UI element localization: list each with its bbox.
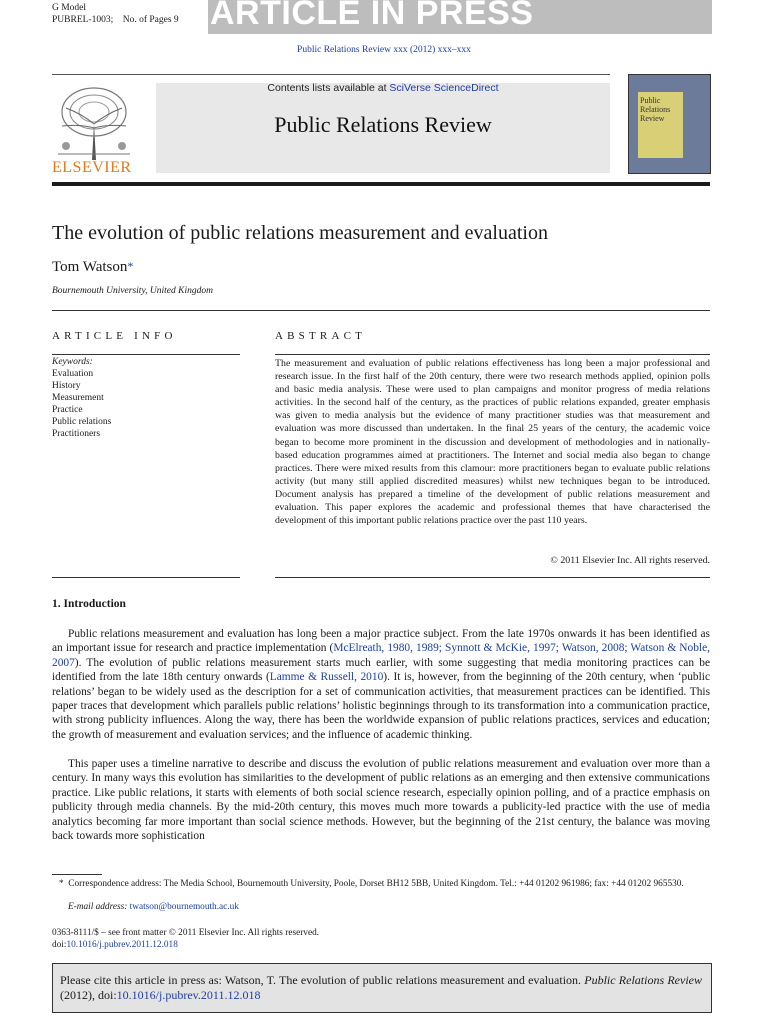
keywords-list	[52, 369, 111, 440]
footnote-rule	[52, 874, 102, 875]
abstract-rule-top	[275, 354, 710, 355]
abstract-copyright: © 2011 Elsevier Inc. All rights reserved.	[550, 555, 710, 566]
cite-prefix: Please cite this article in press as: Watson, T. The evolution of public relations measurement and evaluation.	[60, 973, 582, 987]
header-rule-top	[52, 74, 610, 75]
intro-paragraph-1	[52, 627, 710, 742]
contents-prefix: Contents lists available at	[267, 82, 387, 94]
citation-text	[60, 973, 702, 1002]
keyword: History	[52, 380, 81, 391]
publisher-name: ELSEVIER	[52, 159, 132, 176]
author-line	[52, 259, 133, 276]
doi-label: doi:	[52, 940, 67, 950]
page-count: No. of Pages 9	[122, 15, 179, 25]
issn-block	[52, 927, 319, 951]
cover-title: Public Relations Review	[640, 96, 671, 123]
author-name: Tom Watson	[52, 259, 128, 275]
keyword: Public relations	[52, 416, 112, 427]
issn-line: 0363-8111/$ – see front matter © 2011 Elsevier Inc. All rights reserved.	[52, 928, 320, 938]
footnote-mark: *	[58, 879, 64, 889]
p1-text-a: Public relations measurement and evaluation has long been a major practice subject. From the late 1970s onwards it has been identified as an important issue for research and practice implementation (	[52, 628, 710, 655]
abstract-heading: ABSTRACT	[275, 330, 367, 342]
abstract-text: The measurement and evaluation of public relations effectiveness has long been a major professional and research issue. In the first half of the 20th century, there were two research methods applied, opinion polls and basic media analysis. These were used to plan campaigns and monitor progress of media relations activities. In the second half of the century, as the practices of public relations expanded, greater emphasis was given to media analysis but the evidence of many practitioner studies was that measurement and evaluation was more discussed than undertaken. In the final 25 years of the century, the academic voice began to become more prominent in the discussion and development of methodologies and in nationally-based education programmes aimed at practitioners. The Internet and social media also began to change practices. There were mixed results from this clamour: more practitioners began to evaluate public relations activity (but many still applied discredited measures) whilst new techniques began to be introduced. Document analysis has prepared a timeline of the development of public relations measurement and evaluation. This paper explores the academic and professional themes that have characterised the development of this important public relations practice over the past 110 years.	[275, 358, 710, 527]
citation-link[interactable]: McElreath, 1980, 1989; Synnott & McKie, 1997; Watson, 2008; Watson & Noble, 2007	[52, 642, 710, 669]
correspondence-footnote	[52, 878, 710, 890]
email-label: E-mail address:	[68, 902, 128, 912]
email-footnote	[68, 902, 239, 912]
header-rule-bottom	[52, 182, 710, 186]
email-link[interactable]: twatson@bournemouth.ac.uk	[129, 902, 239, 912]
keywords-label: Keywords:	[52, 357, 93, 367]
elsevier-tree-logo-icon	[52, 84, 136, 160]
head-separator	[52, 310, 710, 311]
article-info-rule-top	[52, 354, 240, 355]
abstract-rule-bottom	[275, 577, 710, 578]
cite-year: (2012), doi:	[60, 987, 117, 1002]
keyword: Evaluation	[52, 369, 94, 379]
affiliation: Bournemouth University, United Kingdom	[52, 286, 213, 296]
model-info	[52, 2, 179, 26]
correspondence-address: Correspondence address: The Media School, Bournemouth University, Poole, Dorset BH12 5BB, United Kingdom. Tel.: +44 01202 961986; fax: +44 01202 965530.	[68, 879, 684, 889]
doi-link[interactable]: 10.1016/j.pubrev.2011.12.018	[66, 940, 178, 950]
journal-title[interactable]: Public Relations Review	[274, 112, 492, 137]
intro-paragraph-2: This paper uses a timeline narrative to describe and discuss the evolution of public relations measurement and evaluation over more than a century. In many ways this evolution has similarities to the development of public relations as an emerging and then extensive communications practice. Like public relations, it starts with elements of both social science research, especially opinion polling, and of a practice emphasis on publicity through media channels. By the mid-20th century, this moves much more towards a publicity-led practice with the use of media analytics becoming far more important than social science methods. However, but the beginning of the 21st century, the balance was moving back towards more sophistication	[52, 758, 710, 843]
cite-doi-link[interactable]: 10.1016/j.pubrev.2011.12.018	[116, 987, 261, 1002]
ref-line: PUBREL-1003;	[52, 15, 114, 25]
cite-journal: Public Relations Review	[584, 973, 702, 987]
p1-text-b: ). The evolution of public relations measurement starts much earlier, with some suggesting that media monitoring practices can be identified from the late 18th century onwards (	[52, 656, 710, 684]
p1-text-c: ). It is, however, from the beginning of the 20th century, when ‘public relations’ began to be widely used as the description for a set of communication activities, that measurement practices can be identified. This paper traces that development which parallels public relations’ holistic beginnings through to its transformation into a communication practice, with strong publicity influences. Along the way, there has been the worldwide expansion of public relations practices, services and education; the growth of measurement and evaluation services; and the influence of academic thinking.	[52, 671, 711, 741]
keyword: Measurement	[52, 392, 104, 403]
article-title: The evolution of public relations measurement and evaluation	[52, 222, 548, 244]
keyword: Practitioners	[52, 428, 101, 439]
section-heading-introduction: 1. Introduction	[52, 598, 126, 610]
model-line: G Model	[52, 3, 87, 13]
article-info-heading: ARTICLE INFO	[52, 330, 177, 342]
sciencedirect-link[interactable]: SciVerse ScienceDirect	[389, 82, 499, 94]
press-label: ARTICLE IN PRESS	[210, 0, 534, 32]
citation-link[interactable]: Lamme & Russell, 2010	[269, 671, 384, 684]
journal-citation[interactable]: Public Relations Review xxx (2012) xxx–xxx	[297, 45, 471, 55]
author-footnote-mark[interactable]: *	[127, 259, 134, 273]
article-info-rule-bottom	[52, 577, 240, 578]
contents-line	[156, 82, 610, 94]
keyword: Practice	[52, 404, 83, 415]
